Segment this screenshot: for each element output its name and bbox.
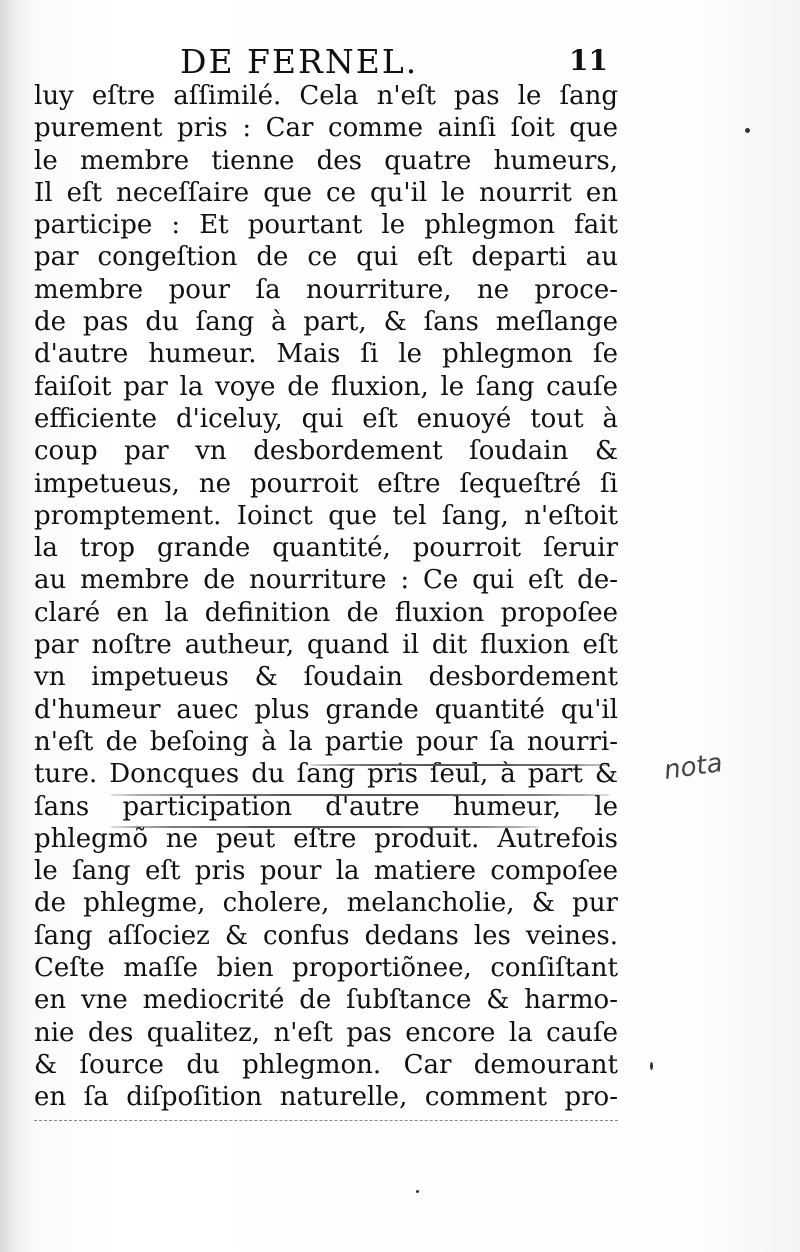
ink-speck xyxy=(416,1190,419,1193)
text-line: d'humeur auec plus grande quantité qu'il xyxy=(34,694,618,725)
text-line: Il eſt neceſſaire que ce qu'il le nourrit en xyxy=(34,177,618,208)
text-line: coup par vn desbordement ſoudain & xyxy=(34,436,618,467)
text-line: en vne mediocrité de ſubſtance & harmo- xyxy=(34,985,618,1016)
text-line: nie des qualitez, n'eſt pas encore la cauſe xyxy=(34,1017,618,1048)
text-line: Ceſte maſſe bien proportiõnee, conſiſtant xyxy=(34,953,618,984)
running-head xyxy=(180,42,610,82)
text-line: n'eſt de beſoing à la partie pour ſa nourri- xyxy=(34,726,618,757)
text-line: par noſtre autheur, quand il dit fluxion eſt xyxy=(34,630,618,661)
text-line: de phlegme, cholere, melancholie, & pur xyxy=(34,888,618,919)
handwritten-margin-note: nota xyxy=(662,748,725,786)
text-line: vn impetueus & ſoudain desbordement xyxy=(34,662,618,693)
text-line: promptement. Ioinct que tel ſang, n'eſtoit xyxy=(34,500,618,531)
text-line: faiſoit par la voye de fluxion, le ſang cauſe xyxy=(34,371,618,402)
running-head-title: DE FERNEL. xyxy=(180,42,419,81)
text-line: purement pris : Car comme ainſi ſoit que xyxy=(34,113,618,144)
handwritten-underline xyxy=(110,826,540,828)
text-line: phlegmõ ne peut eſtre produit. Autrefois xyxy=(34,823,618,854)
text-line: impetueus, ne pourroit eſtre ſequeſtré ſi xyxy=(34,468,618,499)
text-line: ſans participation d'autre humeur, le xyxy=(34,791,618,822)
text-line: & ſource du phlegmon. Car demourant xyxy=(34,1049,618,1080)
text-line: le ſang eſt pris pour la matiere compoſee xyxy=(34,856,618,887)
handwritten-underline xyxy=(110,794,610,796)
text-line: la trop grande quantité, pourroit ſeruir xyxy=(34,533,618,564)
text-line: de pas du ſang à part, & ſans meſlange xyxy=(34,307,618,338)
text-line: efficiente d'iceluy, qui eſt enuoyé tout à xyxy=(34,403,618,434)
text-line: d'autre humeur. Mais ſi le phlegmon ſe xyxy=(34,339,618,370)
handwritten-underline xyxy=(310,764,610,766)
text-line: au membre de nourriture : Ce qui eſt de- xyxy=(34,565,618,596)
text-line: le membre tienne des quatre humeurs, xyxy=(34,145,618,176)
text-line: ture. Doncques du ſang pris ſeul, à part & xyxy=(34,759,618,790)
text-line: membre pour ſa nourriture, ne proce- xyxy=(34,274,618,305)
text-line: par congeſtion de ce qui eſt departi au xyxy=(34,242,618,273)
text-line: claré en la definition de fluxion propoſee xyxy=(34,597,618,628)
ink-speck xyxy=(745,128,750,133)
page-number: 11 xyxy=(569,44,608,77)
text-line: en ſa diſpoſition naturelle, comment pro- xyxy=(34,1082,618,1113)
ink-speck xyxy=(650,1062,653,1070)
body-text xyxy=(34,80,618,1114)
text-line: luy eſtre aſſimilé. Cela n'eſt pas le ſang xyxy=(34,81,618,111)
text-line: participe : Et pourtant le phlegmon fait xyxy=(34,210,618,241)
text-line: ſang aſſociez & confus dedans les veines. xyxy=(34,920,618,951)
bottom-rule xyxy=(34,1120,618,1121)
